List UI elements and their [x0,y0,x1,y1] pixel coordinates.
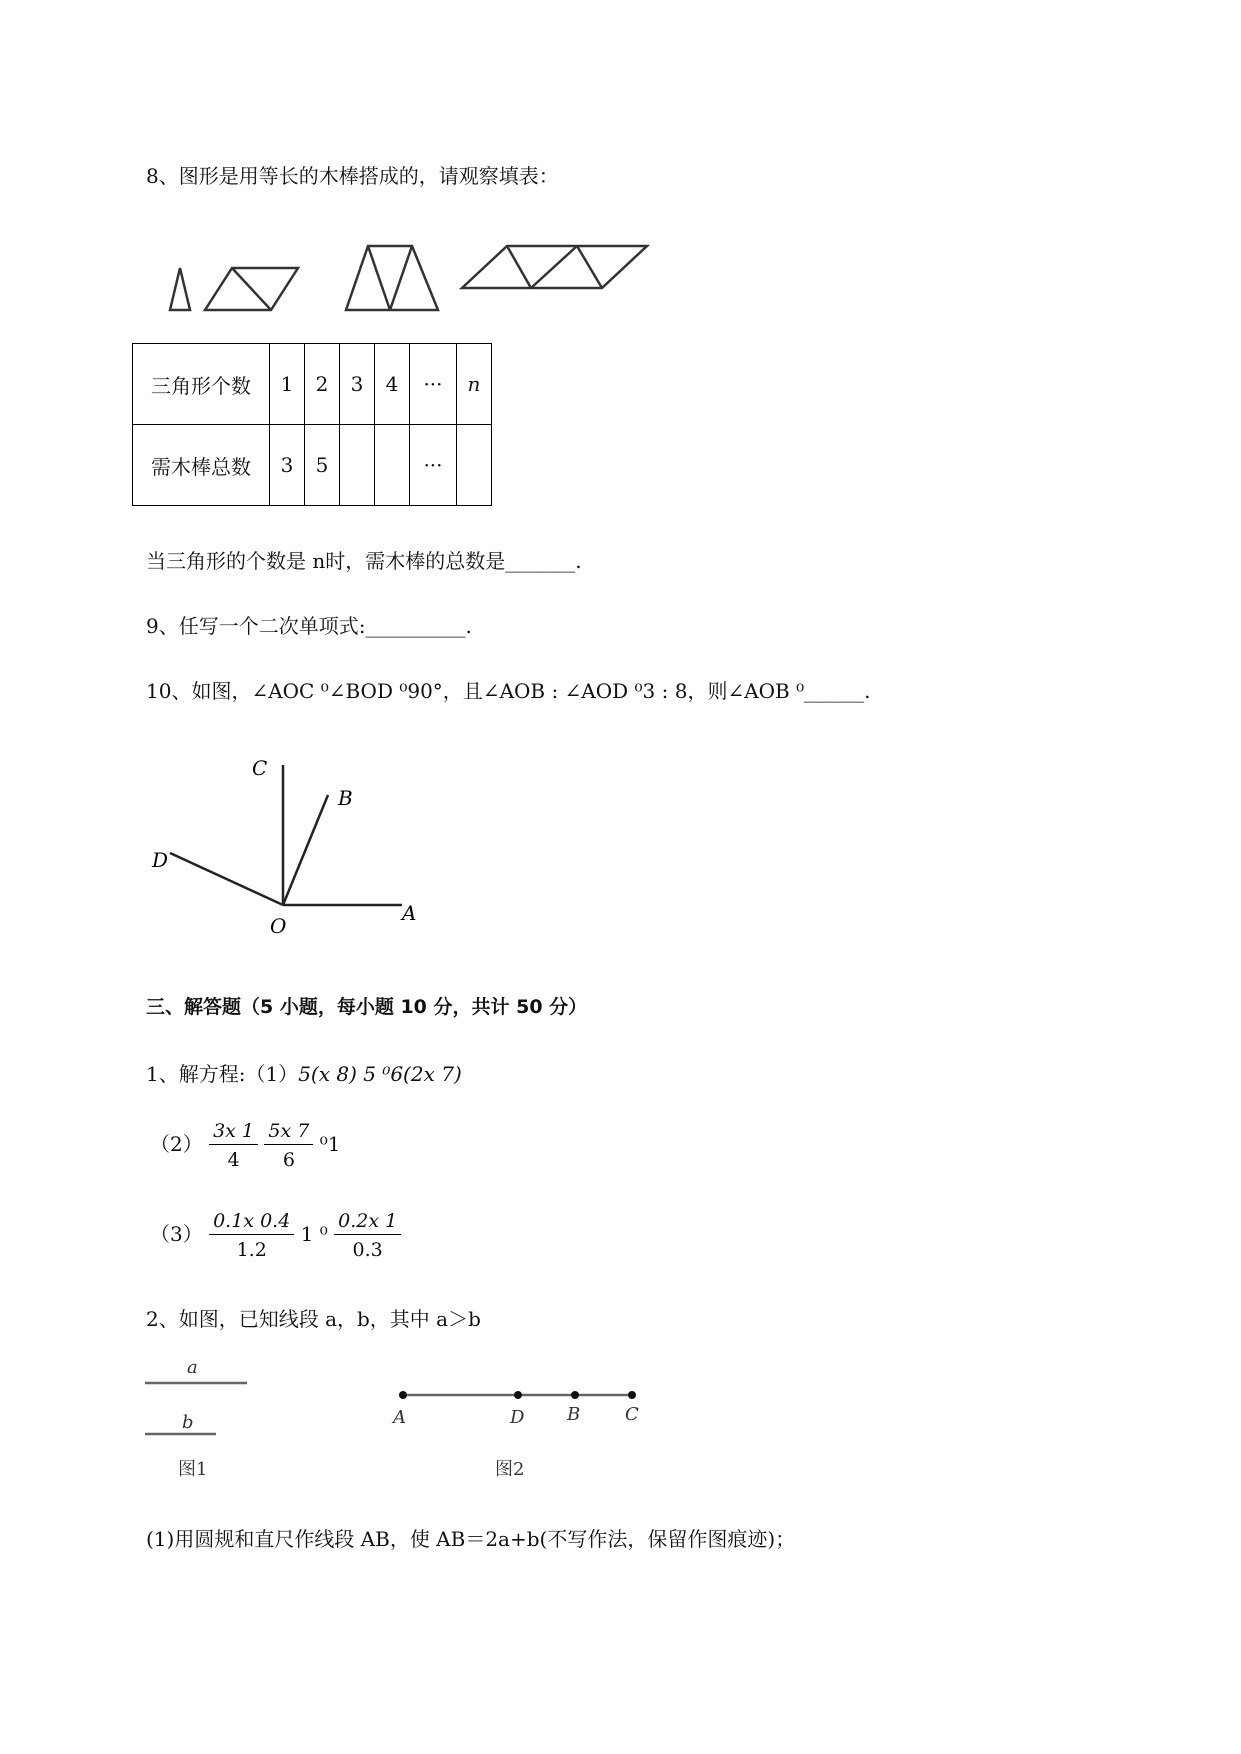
table-cell: 3 [340,344,375,425]
s1-eq2-label: （2） [150,1132,203,1156]
fraction [209,1210,294,1261]
fig1-caption: 图1 [178,1459,208,1480]
table-row-triangle-count [133,344,492,425]
numerator: 0.1x 0.4 [209,1210,294,1235]
figure-1-triangle [170,268,190,310]
table-cell: ··· [410,344,457,425]
fig2-label-C: C [625,1404,639,1425]
numerator: 5x 7 [264,1120,313,1145]
figure-3-triangles [346,246,438,310]
s2-task1: (1)用圆规和直尺作线段 AB，使 AB＝2a+b(不写作法，保留作图痕迹)； [146,1527,796,1551]
point-C [628,1391,636,1399]
point-D [514,1391,522,1399]
row-label: 三角形个数 [133,344,270,425]
s2-prompt: 2、如图，已知线段 a，b，其中 a＞b [146,1307,481,1331]
point-A [399,1391,407,1399]
table-cell-blank[interactable] [375,425,410,506]
s2-figures [140,1350,680,1490]
label-D: D [152,848,169,872]
numerator: 0.2x 1 [334,1210,401,1235]
q8-prompt: 8、图形是用等长的木棒搭成的，请观察填表： [146,164,559,188]
table-cell-blank[interactable] [340,425,375,506]
s1-eq2-line [150,1120,340,1171]
s1-eq3-mid: 1 ⁰ [300,1222,328,1246]
fig1-label-a: a [187,1357,198,1378]
fraction [209,1120,258,1171]
table-cell-blank[interactable] [457,425,492,506]
fraction [334,1210,401,1261]
q9-prompt: 9、任写一个二次单项式:__________. [146,614,472,638]
denominator: 4 [227,1149,240,1171]
numerator: 3x 1 [209,1120,258,1145]
label-B: B [338,786,353,810]
fig2-label-D: D [510,1407,525,1428]
table-row-stick-total [133,425,492,506]
table-cell: 4 [375,344,410,425]
fig2-label-A: A [393,1407,406,1428]
fraction [264,1120,313,1171]
q8-stick-figures [150,238,660,318]
point-B [571,1391,579,1399]
table-cell: ··· [410,425,457,506]
q10-angle-figure [140,745,440,945]
label-C: C [252,756,268,780]
fig2-caption: 图2 [495,1459,525,1480]
denominator: 0.3 [352,1239,383,1261]
s1-eq2-tail: ⁰1 [319,1132,341,1156]
s1-eq3-label: （3） [150,1222,203,1246]
fig1-label-b: b [182,1412,194,1433]
s1-prompt: 1、解方程:（1） [146,1062,299,1086]
s1-eq1: 5(x 8) 5 ⁰6(2x 7) [298,1062,462,1086]
table-cell: 2 [305,344,340,425]
ray-OD [170,853,283,905]
table-cell: 5 [305,425,340,506]
table-cell: 3 [270,425,305,506]
s1-eq1-line [146,1058,462,1087]
table-cell: n [457,344,492,425]
ray-OB [283,795,328,905]
q8-table [132,343,492,506]
figure-4-triangles [462,246,647,288]
label-A: A [402,901,417,925]
fig2-label-B: B [567,1404,581,1425]
label-O: O [270,914,287,938]
q8-followup: 当三角形的个数是 n时，需木棒的总数是_______. [146,549,582,573]
denominator: 6 [282,1149,295,1171]
q10-prompt: 10、如图，∠AOC ⁰∠BOD ⁰90°，且∠AOB : ∠AOD ⁰3 : 8，则∠AOB ⁰______. [146,679,871,703]
section3-title: 三、解答题（5 小题，每小题 10 分，共计 50 分） [146,996,588,1018]
figure-2-triangles [205,268,298,310]
row-label: 需木棒总数 [133,425,270,506]
denominator: 1.2 [236,1239,267,1261]
table-cell: 1 [270,344,305,425]
s1-eq3-line [150,1210,401,1261]
